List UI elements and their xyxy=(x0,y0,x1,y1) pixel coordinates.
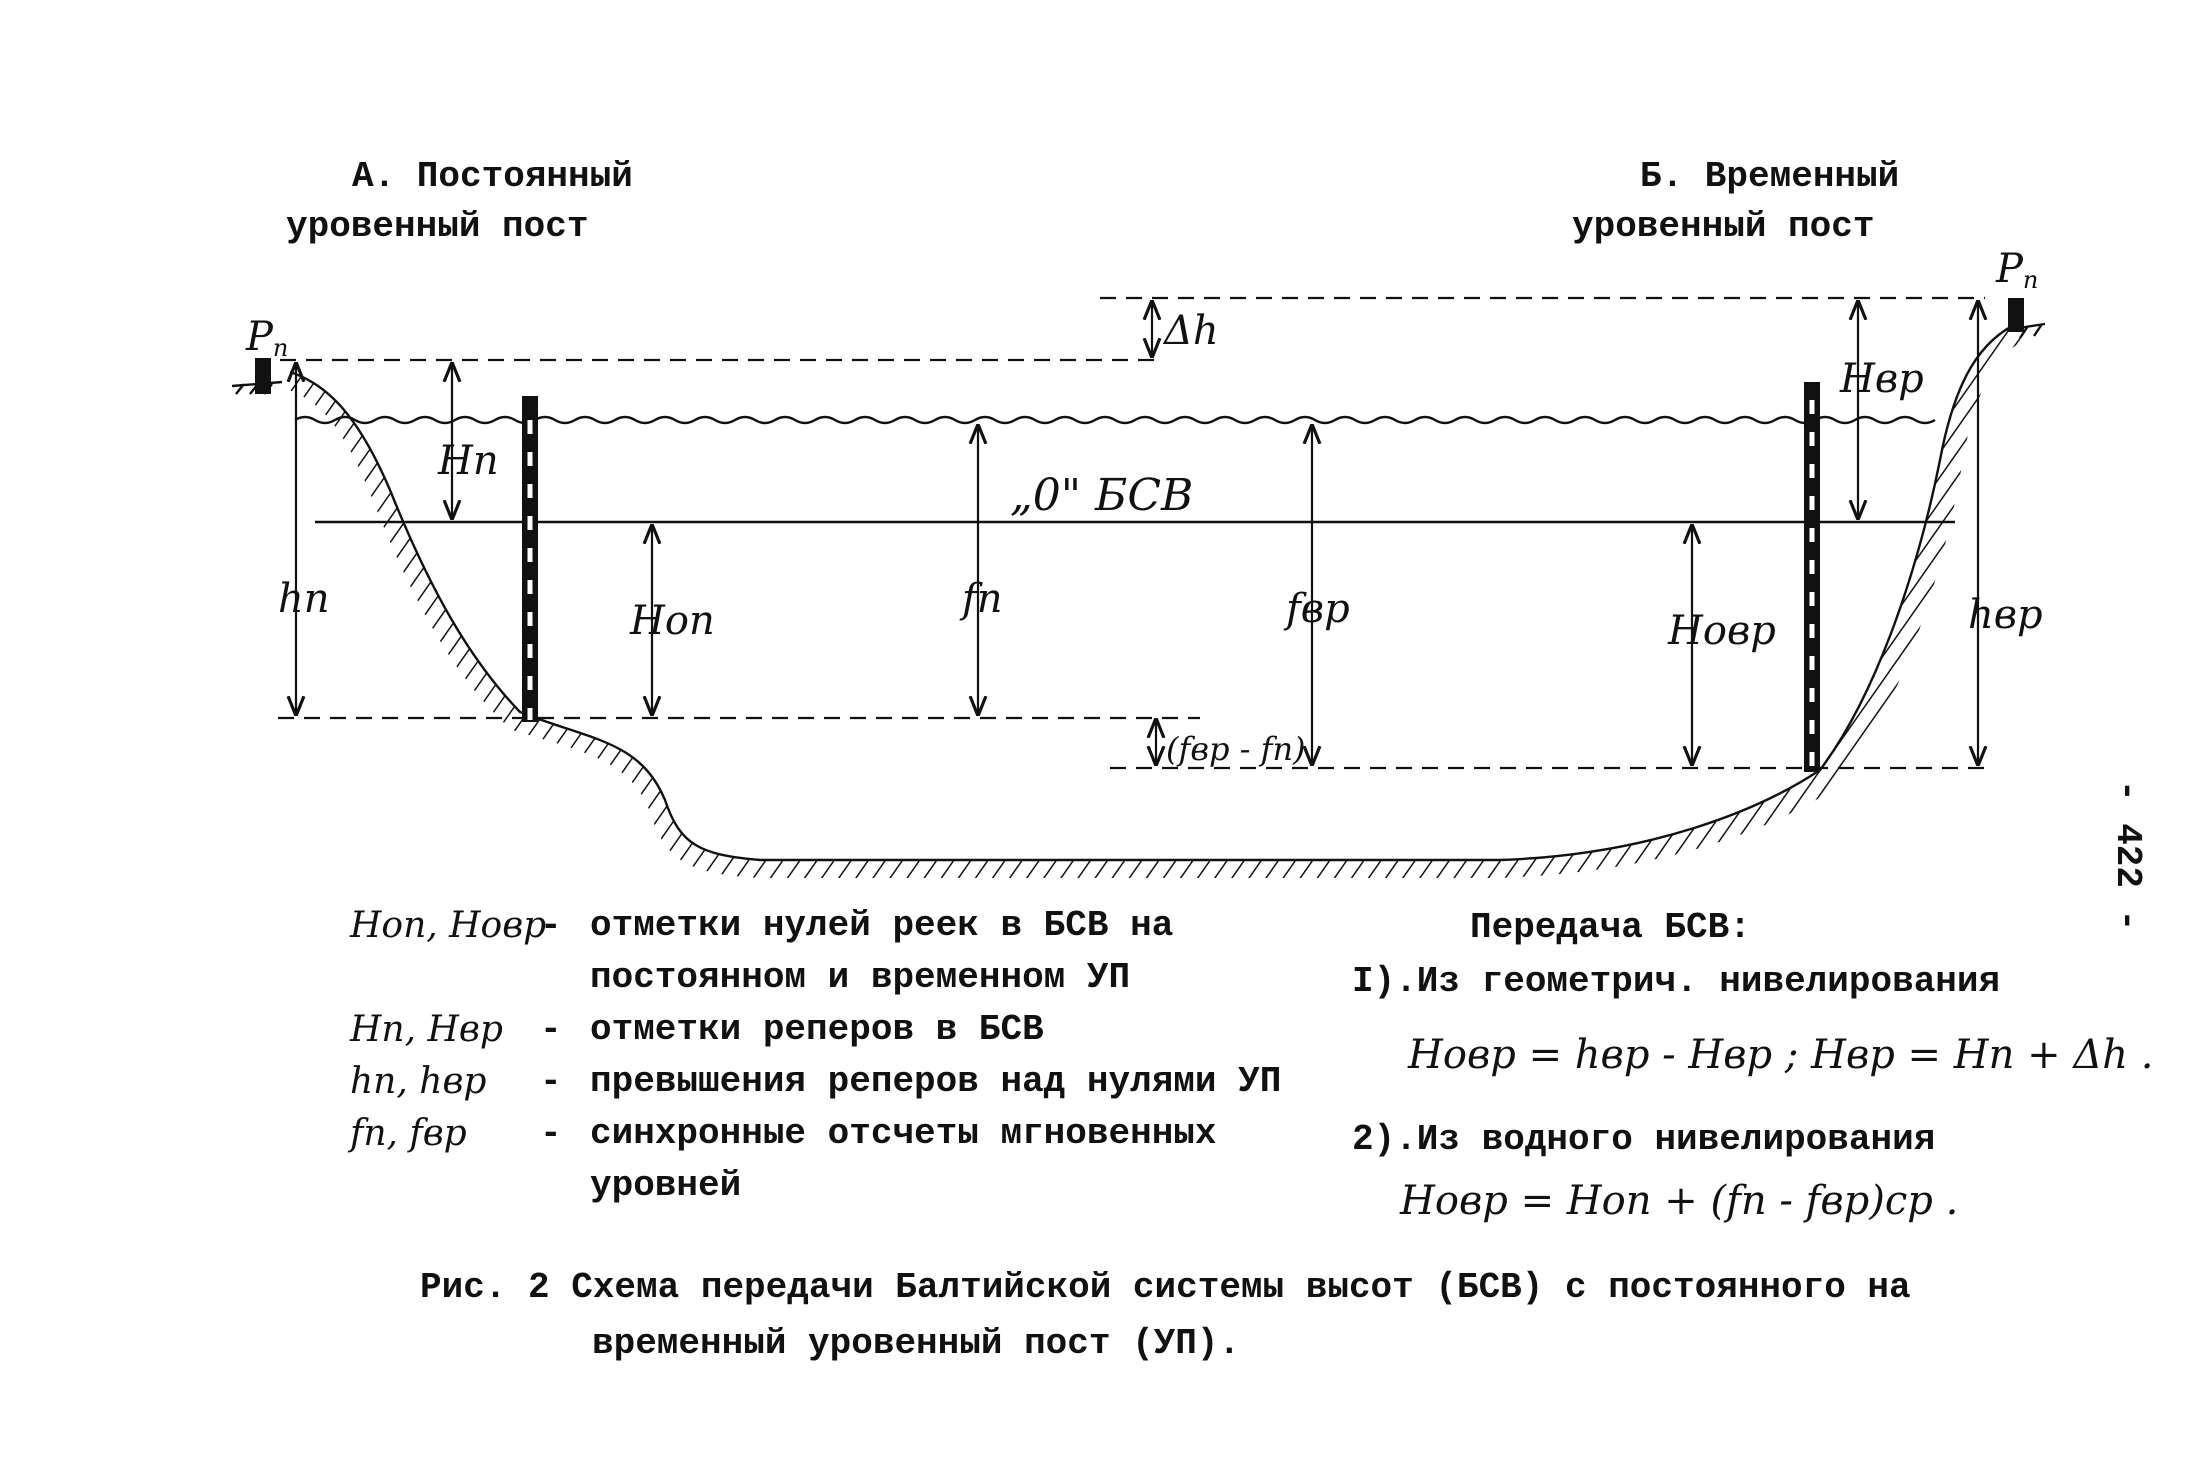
heading-left-line2: уровенный пост xyxy=(286,206,589,247)
legend-item: Hп, Hвр - отметки реперов в БСВ xyxy=(350,1009,1044,1050)
gauge-staff-right xyxy=(1804,382,1820,772)
riverbed-hatching xyxy=(282,322,2030,878)
transfer-method-1: I).Из геометрич. нивелирования xyxy=(1352,961,2001,1002)
label-zero-bsv: „0" БСВ xyxy=(1010,470,1194,521)
legend-item-cont: постоянном и временном УП xyxy=(590,957,1131,998)
transfer-formula-1: Hoвр = hвр - Hвр ; Hвр = Hп + Δh . xyxy=(1408,1032,2154,1078)
label-f-p: fп xyxy=(962,576,1003,622)
label-benchmark-right: Рп xyxy=(1996,246,2039,294)
label-delta-h: Δh xyxy=(1164,308,1219,354)
label-f-vr: fвр xyxy=(1286,586,1350,632)
label-H-p: Hп xyxy=(438,438,499,484)
caption-line-1: Рис. 2 Схема передачи Балтийской системы высот (БСВ) с постоянного на xyxy=(420,1267,1911,1308)
label-h-vr: hвр xyxy=(1968,592,2043,638)
benchmark-right-marker xyxy=(2008,298,2024,332)
label-H-vr: Hвр xyxy=(1840,356,1924,402)
label-benchmark-left: Рп xyxy=(246,314,289,362)
caption-line-2: временный уровенный пост (УП). xyxy=(592,1323,1241,1364)
transfer-formula-2: Hoвр = Hoп + (fп - fвр)ср . xyxy=(1400,1178,1959,1224)
legend xyxy=(350,900,1281,1212)
gauge-staff-left xyxy=(522,396,538,722)
label-h-p: hп xyxy=(278,576,330,622)
heading-right-line1: Б. Временный xyxy=(1640,156,1900,197)
legend-item-cont: уровней xyxy=(590,1165,742,1206)
page-number: - 422 - xyxy=(2107,780,2148,932)
legend-item: fп, fвр - синхронные отсчеты мгновенных xyxy=(350,1113,1217,1154)
benchmark-left-marker xyxy=(255,358,271,394)
label-f-diff: (fвр - fп) xyxy=(1166,730,1306,768)
label-H-ovr: Hoвр xyxy=(1668,608,1776,654)
water-surface xyxy=(295,417,1935,423)
transfer-title: Передача БСВ: xyxy=(1470,907,1751,948)
heading-left-line1: А. Постоянный xyxy=(352,156,633,197)
heading-right-line2: уровенный пост xyxy=(1572,206,1875,247)
transfer-method-2: 2).Из водного нивелирования xyxy=(1352,1119,1936,1160)
legend-item: Hoп, Hoвр - отметки нулей реек в БСВ на xyxy=(350,905,1174,946)
riverbed-outline xyxy=(290,322,2020,860)
legend-item: hп, hвр - превышения реперов над нулями УП xyxy=(350,1061,1282,1102)
label-H-op: Hoп xyxy=(630,598,715,644)
